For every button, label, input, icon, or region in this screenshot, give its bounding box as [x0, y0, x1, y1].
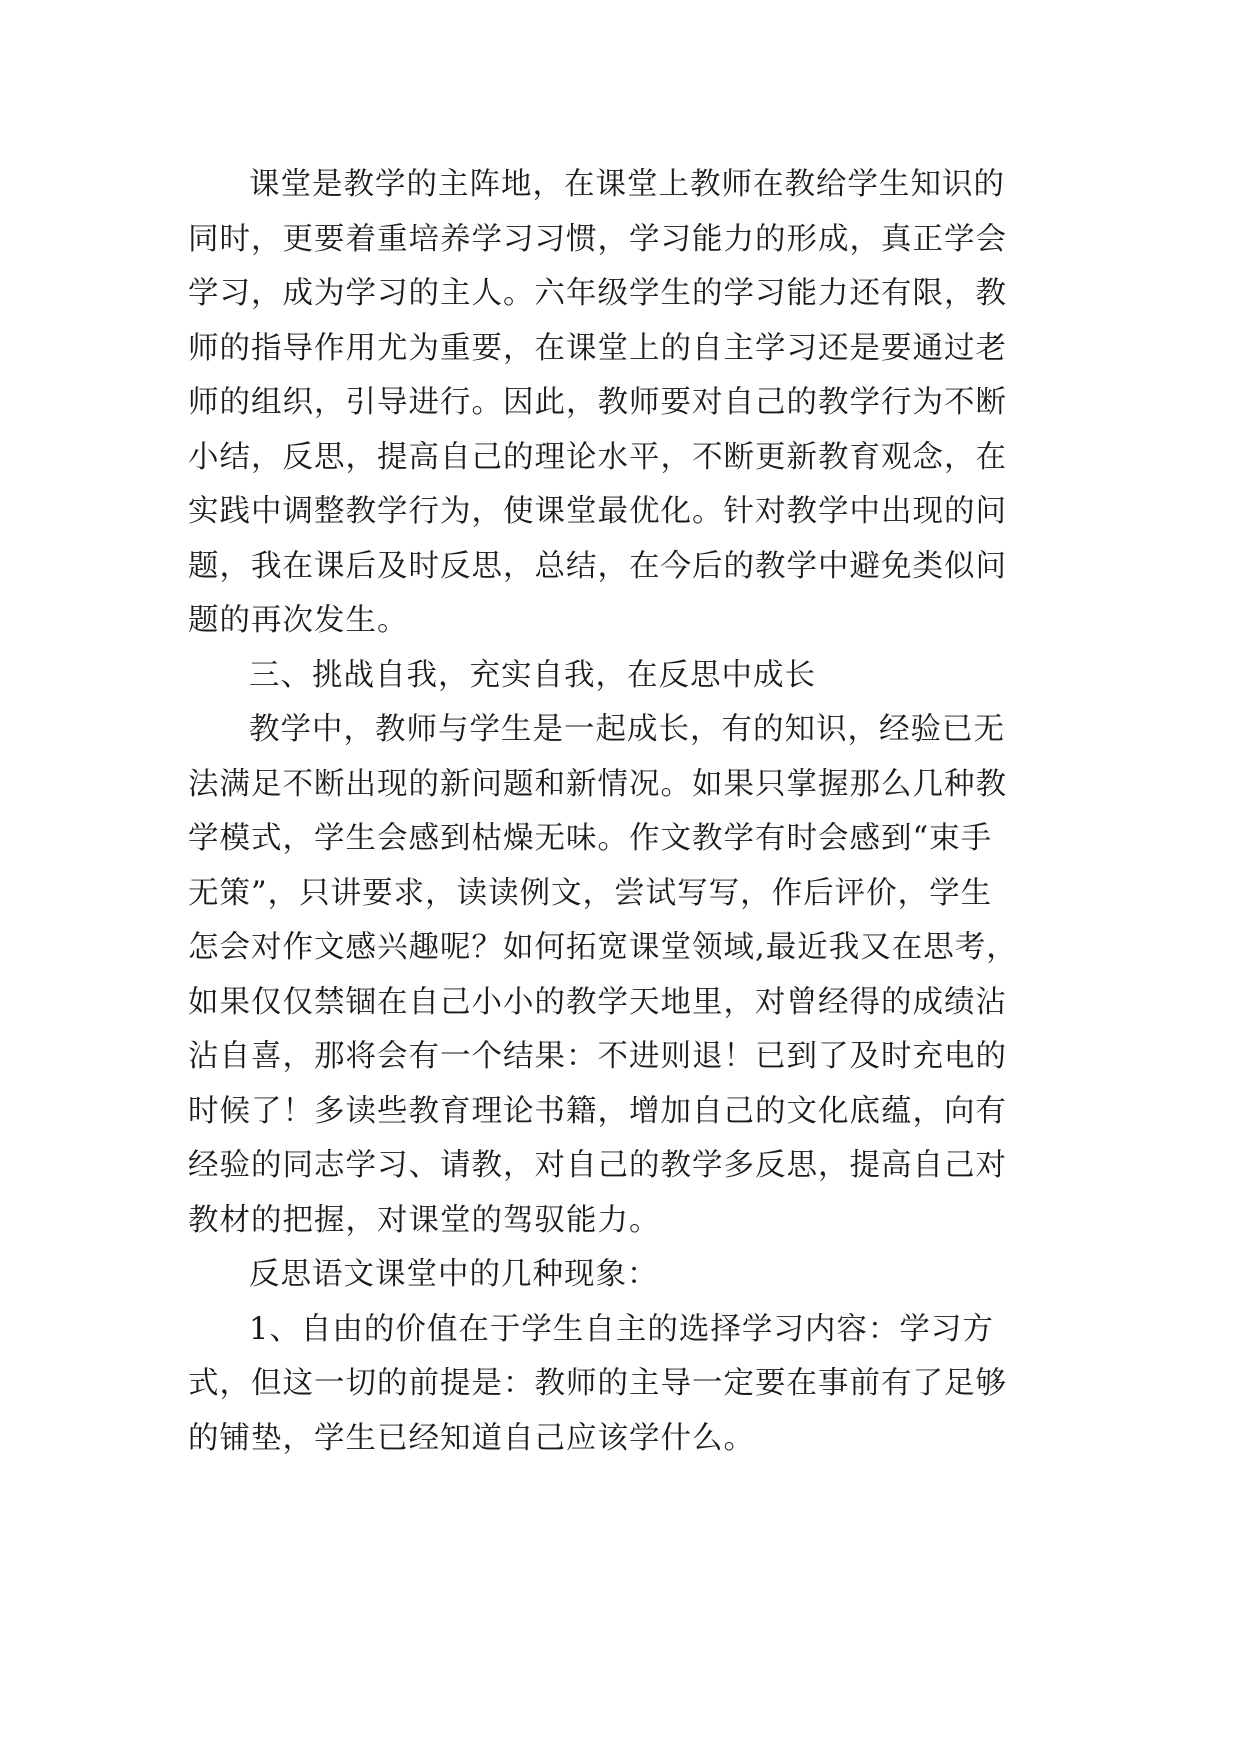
text-line: 反思语文课堂中的几种现象： — [249, 1257, 659, 1292]
text-line: 法满足不断出现的新问题和新情况。如果只掌握那么几种教 — [188, 766, 1007, 802]
text-line: 小结，反思，提高自己的理论水平，不断更新教育观念，在 — [188, 439, 1007, 475]
text-line: 时候了！多读些教育理论书籍，增加自己的文化底蕴，向有 — [188, 1093, 1007, 1129]
text-line: 沾自喜，那将会有一个结果：不进则退！已到了及时充电的 — [188, 1039, 1007, 1074]
paragraph — [188, 649, 1060, 704]
text-line: 的铺垫，学生已经知道自己应该学什么。 — [188, 1420, 755, 1456]
text-line: 学模式，学生会感到枯燥无味。作文教学有时会感到“束手 — [188, 821, 993, 856]
text-line: 三、挑战自我，充实自我，在反思中成长 — [249, 657, 816, 693]
text-line: 师的组织，引导进行。因此，教师要对自己的教学行为不断 — [188, 385, 1007, 420]
text-line: 同时，更要着重培养学习习惯，学习能力的形成，真正学会 — [188, 221, 1007, 257]
text-line: 怎会对作文感兴趣呢？如何拓宽课堂领域,最近我又在思考， — [188, 930, 1018, 965]
text-line: 教学中，教师与学生是一起成长，有的知识，经验已无 — [249, 712, 1005, 747]
text-line: 实践中调整教学行为，使课堂最优化。针对教学中出现的问 — [188, 494, 1007, 529]
text-line: 学习，成为学习的主人。六年级学生的学习能力还有限，教 — [188, 276, 1007, 311]
paragraph — [188, 158, 1060, 649]
text-line: 教材的把握，对课堂的驾驭能力。 — [188, 1202, 661, 1238]
text-line: 师的指导作用尤为重要，在课堂上的自主学习还是要通过老 — [188, 330, 1007, 366]
document-body — [188, 158, 1060, 1466]
text-line: 题，我在课后及时反思，总结，在今后的教学中避免类似问 — [188, 548, 1007, 584]
text-line: 无策”，只讲要求，读读例文，尝试写写，作后评价，学生 — [188, 875, 993, 911]
paragraph — [188, 703, 1060, 1248]
text-line: 课堂是教学的主阵地，在课堂上教师在教给学生知识的 — [249, 167, 1005, 202]
paragraph — [188, 1303, 1060, 1467]
text-line: 题的再次发生。 — [188, 603, 409, 638]
text-line: 如果仅仅禁锢在自己小小的教学天地里，对曾经得的成绩沾 — [188, 984, 1007, 1020]
paragraph — [188, 1248, 1060, 1303]
text-line: 经验的同志学习、请教，对自己的教学多反思，提高自己对 — [188, 1148, 1007, 1183]
text-line: 1、自由的价值在于学生自主的选择学习内容：学习方 — [249, 1311, 994, 1347]
text-line: 式，但这一切的前提是：教师的主导一定要在事前有了足够 — [188, 1366, 1007, 1401]
